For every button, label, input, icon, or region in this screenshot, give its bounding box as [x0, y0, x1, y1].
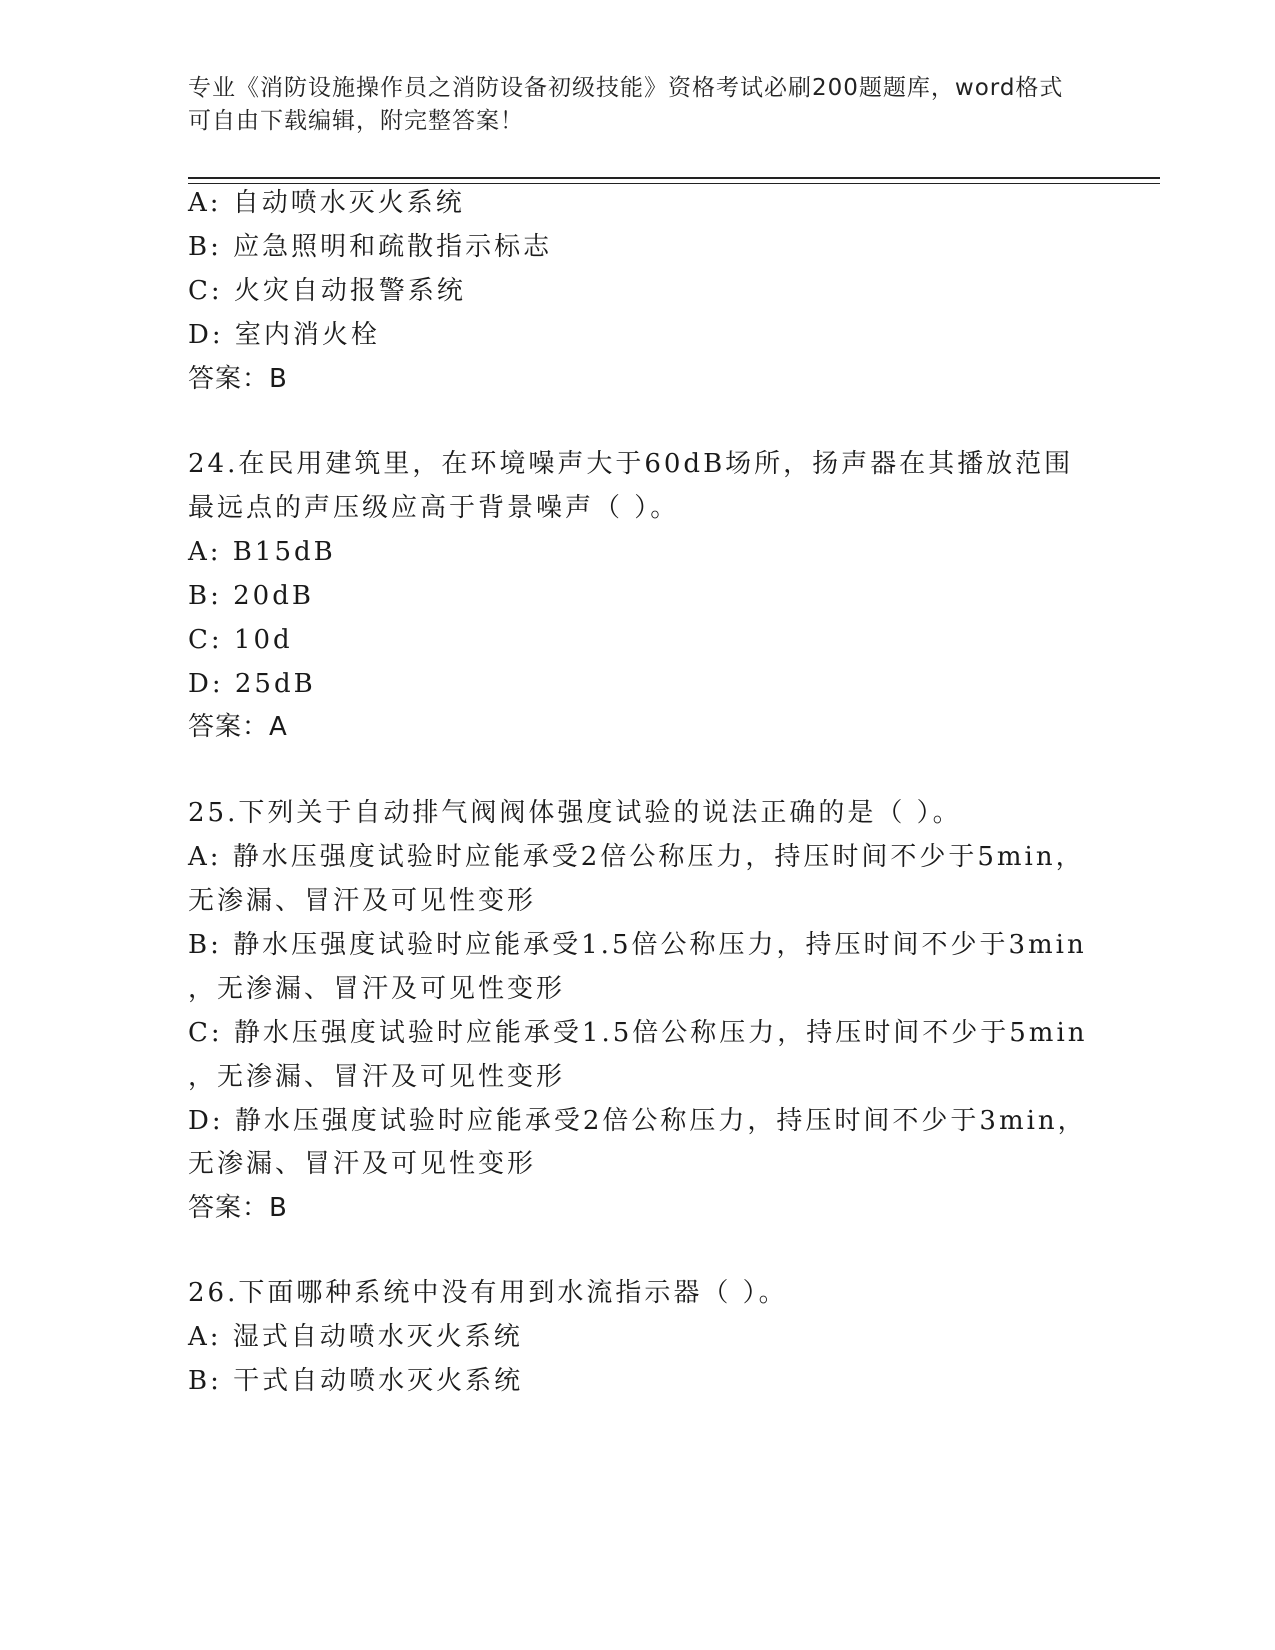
q25-stem: 25.下列关于自动排气阀阀体强度试验的说法正确的是（ ）。 — [188, 798, 962, 828]
q25-option-b-cont: ，无渗漏、冒汗及可见性变形 — [188, 974, 566, 1004]
q26-option-a: A: 湿式自动喷水灭火系统 — [188, 1322, 523, 1352]
q25-option-c-cont: ，无渗漏、冒汗及可见性变形 — [188, 1062, 566, 1092]
q23-option-a: A: 自动喷水灭火系统 — [188, 188, 465, 218]
q23-option-d: D: 室内消火栓 — [188, 320, 380, 350]
q23-answer: 答案：B — [188, 364, 288, 394]
q24-option-d: D: 25dB — [188, 669, 316, 699]
q24-option-b: B: 20dB — [188, 581, 314, 611]
q25-option-d-cont: 无渗漏、冒汗及可见性变形 — [188, 1149, 537, 1179]
document-header: 专业《消防设施操作员之消防设备初级技能》资格考试必刷200题题库，word格式可自由下载编辑，附完整答案！ — [188, 75, 1064, 134]
q24-stem-line1: 24.在民用建筑里，在环境噪声大于60dB场所，扬声器在其播放范围 — [188, 449, 1074, 479]
q25-option-c: C: 静水压强度试验时应能承受1.5倍公称压力，持压时间不少于5min — [188, 1018, 1088, 1048]
q24-answer: 答案：A — [188, 712, 288, 742]
q25-option-d: D: 静水压强度试验时应能承受2倍公称压力，持压时间不少于3min， — [188, 1106, 1087, 1136]
q25-option-a-cont: 无渗漏、冒汗及可见性变形 — [188, 886, 537, 916]
q24-option-c: C: 10d — [188, 625, 293, 655]
q26-stem: 26.下面哪种系统中没有用到水流指示器（ ）。 — [188, 1278, 788, 1308]
q26-option-b: B: 干式自动喷水灭火系统 — [188, 1366, 524, 1396]
q25-option-a: A: 静水压强度试验时应能承受2倍公称压力，持压时间不少于5min， — [188, 842, 1085, 872]
header-divider-thick — [188, 177, 1160, 179]
q25-answer: 答案：B — [188, 1193, 288, 1223]
q23-option-c: C: 火灾自动报警系统 — [188, 276, 466, 306]
q23-option-b: B: 应急照明和疏散指示标志 — [188, 232, 553, 262]
q24-stem-line2: 最远点的声压级应高于背景噪声（ ）。 — [188, 493, 680, 523]
q24-option-a: A: B15dB — [188, 537, 336, 567]
q25-option-b: B: 静水压强度试验时应能承受1.5倍公称压力，持压时间不少于3min — [188, 930, 1087, 960]
header-divider-thin — [188, 183, 1160, 184]
